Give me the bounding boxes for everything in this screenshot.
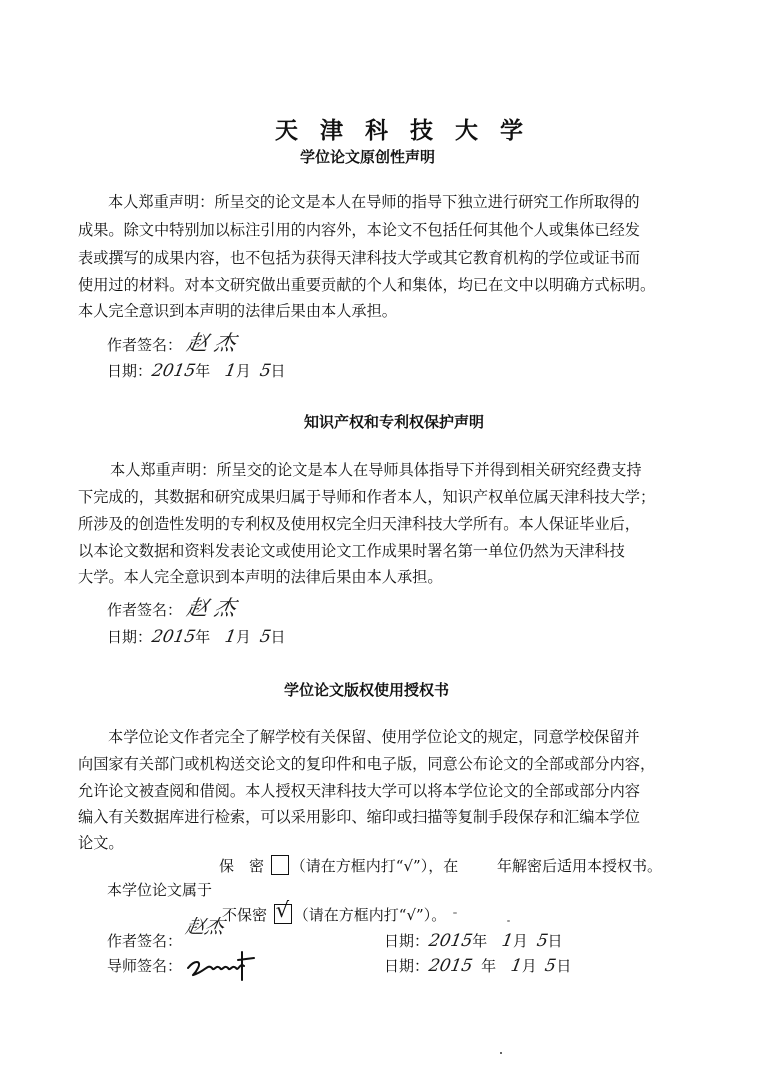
- author-signature-label: 作者签名：: [107, 601, 183, 619]
- day-char: 日: [270, 362, 286, 380]
- author-signature: 赵 杰: [184, 331, 238, 355]
- not-secret-hint: （请在方框内打“√”）。: [293, 906, 447, 924]
- originality-line-3: 表或撰写的成果内容，也不包括为获得天津科技大学或其它教育机构的学位或证书而: [78, 249, 640, 267]
- year-char: 年: [481, 957, 497, 975]
- originality-line-4: 使用过的材料。对本文研究做出重要贡献的个人和集体，均已在文中以明确方式标明。: [78, 276, 656, 294]
- scan-speck: [453, 912, 457, 914]
- date-day: 5: [257, 361, 273, 381]
- check-mark: √: [275, 898, 290, 922]
- scan-speck: [507, 920, 510, 922]
- supervisor-signature-label: 导师签名：: [107, 957, 183, 975]
- date-day: 5: [257, 627, 273, 647]
- copyright-line-4: 编入有关数据库进行检索，可以采用影印、缩印或扫描等复制手段保存和汇编本学位: [78, 808, 640, 826]
- copyright-line-1: 本学位论文作者完全了解学校有关保留、使用学位论文的规定，同意学校保留并: [108, 728, 640, 746]
- supervisor-date-row: [384, 955, 571, 976]
- date-year: 2015: [150, 361, 198, 381]
- date-month: 1: [509, 956, 524, 976]
- author-signature-label: 作者签名：: [107, 932, 183, 950]
- ip-line-3: 所涉及的创造性发明的专利权及使用权完全归天津科技大学所有。本人保证毕业后，: [78, 515, 640, 533]
- secret-row: [219, 855, 662, 876]
- copyright-line-3: 允许论文被查阅和借阅。本人授权天津科技大学可以将本学位论文的全部或部分内容: [78, 782, 640, 800]
- month-char: 月: [521, 957, 537, 975]
- final-author-signature: 赵杰: [183, 916, 226, 938]
- scan-speck: [500, 1052, 502, 1054]
- belongs-label: 本学位论文属于: [107, 881, 213, 899]
- date-day: 5: [534, 931, 550, 951]
- not-secret-checkbox[interactable]: [274, 898, 292, 924]
- originality-title: 学位论文原创性声明: [300, 148, 436, 166]
- ip-title: 知识产权和专利权保护声明: [304, 413, 485, 431]
- originality-author-row: [107, 327, 238, 357]
- originality-line-2: 成果。除文中特别加以标注引用的内容外，本论文不包括任何其他个人或集体已经发: [78, 221, 640, 239]
- date-day: 5: [543, 956, 559, 976]
- day-char: 日: [547, 932, 563, 950]
- ip-line-4: 以本论文数据和资料发表论文或使用论文工作成果时署名第一单位仍然为天津科技: [78, 542, 625, 560]
- ip-line-5: 大学。本人完全意识到本声明的法律后果由本人承担。: [78, 568, 443, 586]
- secret-label: 保 密: [219, 857, 265, 875]
- date-label: 日期：: [384, 957, 430, 975]
- date-label: 日期：: [107, 628, 153, 646]
- secret-after: 年解密后适用本授权书。: [496, 857, 662, 875]
- copyright-line-2: 向国家有关部门或机构送交论文的复印件和电子版，同意公布论文的全部或部分内容，: [78, 755, 656, 773]
- date-year: 2015: [427, 931, 475, 951]
- originality-line-1: 本人郑重声明：所呈交的论文是本人在导师的指导下独立进行研究工作所取得的: [108, 193, 640, 211]
- month-char: 月: [512, 932, 528, 950]
- university-title: 天 津 科 技 大 学: [275, 118, 531, 144]
- ip-line-2: 下完成的，其数据和研究成果归属于导师和作者本人，知识产权单位属天津科技大学；: [78, 488, 656, 506]
- date-label: 日期：: [107, 362, 153, 380]
- supervisor-row: [107, 955, 182, 976]
- date-month: 1: [500, 931, 515, 951]
- secret-hint: （请在方框内打“√”），在: [290, 857, 459, 875]
- date-month: 1: [223, 361, 238, 381]
- year-char: 年: [195, 362, 211, 380]
- secret-checkbox[interactable]: [271, 855, 289, 875]
- month-char: 月: [235, 628, 251, 646]
- originality-line-5: 本人完全意识到本声明的法律后果由本人承担。: [78, 302, 397, 320]
- month-char: 月: [235, 362, 251, 380]
- originality-date-row: [107, 360, 286, 381]
- copyright-title: 学位论文版权使用授权书: [284, 681, 450, 699]
- day-char: 日: [270, 628, 286, 646]
- supervisor-signature: [184, 946, 264, 982]
- final-author-row: [107, 930, 182, 951]
- final-author-date-row: [384, 930, 563, 951]
- date-label: 日期：: [384, 932, 430, 950]
- date-year: 2015: [427, 956, 475, 976]
- year-char: 年: [195, 628, 211, 646]
- author-signature: 赵 杰: [184, 596, 238, 620]
- year-char: 年: [472, 932, 488, 950]
- author-signature-label: 作者签名：: [107, 336, 183, 354]
- ip-date-row: [107, 626, 286, 647]
- copyright-line-5: 论文。: [78, 834, 124, 852]
- ip-line-1: 本人郑重声明：所呈交的论文是本人在导师具体指导下并得到相关研究经费支持: [110, 461, 642, 479]
- date-year: 2015: [150, 627, 198, 647]
- not-secret-row: [222, 898, 447, 925]
- not-secret-label: 不保密: [222, 906, 268, 924]
- day-char: 日: [556, 957, 572, 975]
- ip-author-row: [107, 592, 238, 622]
- date-month: 1: [223, 627, 238, 647]
